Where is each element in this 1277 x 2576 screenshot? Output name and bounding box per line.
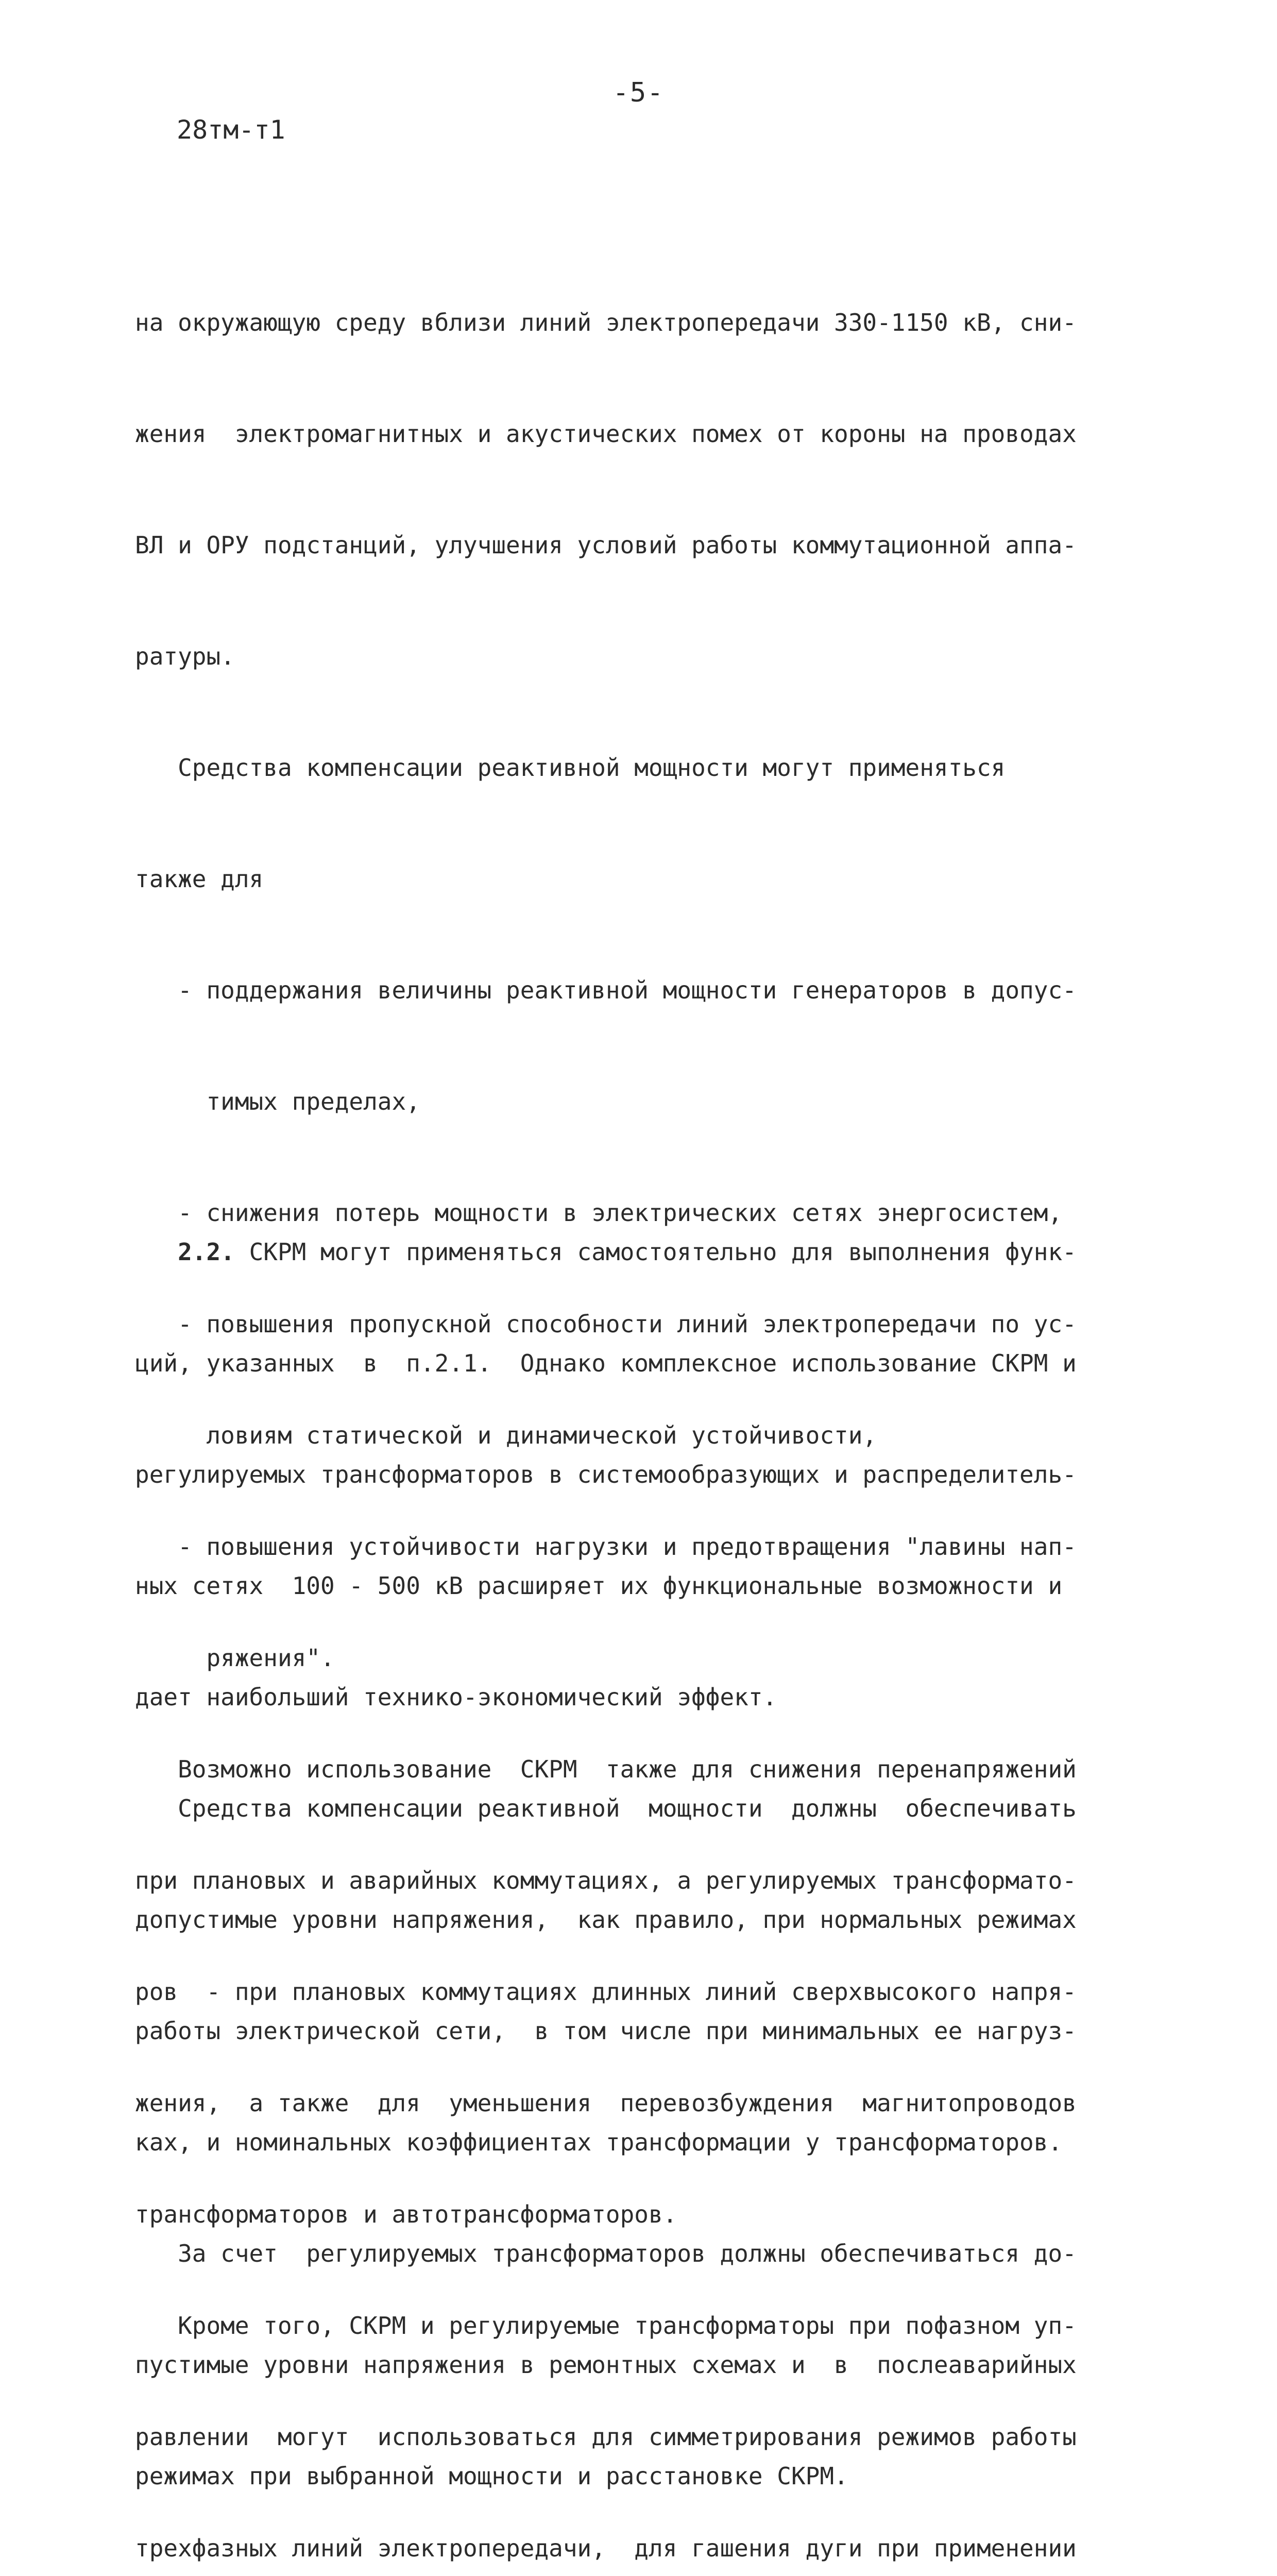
text-line: Возможно использование СКРМ также для снижения перенапряжений <box>135 1755 1077 1783</box>
section-2-2 <box>135 1159 1155 2532</box>
text-line: при плановых и аварийных коммутациях, а регулируемых трансформато- <box>135 1867 1077 1894</box>
text-line: Средства компенсации реактивной мощности могут применяться <box>135 754 1006 782</box>
text-line: трансформаторов и автотрансформаторов. <box>135 2200 677 2228</box>
text-line: Кроме того, СКРМ и регулируемые трансформаторы при пофазном уп- <box>135 2312 1077 2340</box>
section-heading-line <box>135 1233 1155 1270</box>
text-line: трехфазных линий электропередачи, для гашения дуги при применении <box>135 2534 1077 2562</box>
text-line: регулируемых трансформаторов в системообразующих и распределитель- <box>135 1461 1077 1488</box>
text-line: ций, указанных в п.2.1. Однако комплексное использование СКРМ и <box>135 1349 1077 1377</box>
list-item-line: - снижения потерь мощности в электрических сетях энергосистем, <box>135 1199 1063 1227</box>
text-line: режимах при выбранной мощности и расстановке СКРМ. <box>135 2462 848 2490</box>
list-item-line: ряжения". <box>135 1644 335 1672</box>
section-first-line-text: СКРМ могут применяться самостоятельно для выполнения функ- <box>234 1238 1077 1266</box>
text-line: дает наибольший технико-экономический эффект. <box>135 1683 777 1711</box>
text-line: пустимые уровни напряжения в ремонтных схемах и в послеаварийных <box>135 2351 1077 2379</box>
text-line: допустимые уровни напряжения, как правило, при нормальных режимах <box>135 1906 1077 1934</box>
text-line: работы электрической сети, в том числе при минимальных ее нагруз- <box>135 2017 1077 2045</box>
text-line: на окружающую среду вблизи линий электропередачи 330-1150 кВ, сни- <box>135 309 1077 336</box>
text-line: ках, и номинальных коэффициентах трансформации у трансформаторов. <box>135 2128 1063 2156</box>
text-line: За счет регулируемых трансформаторов должны обеспечиваться до- <box>135 2240 1077 2267</box>
text-line: ратуры. <box>135 642 235 670</box>
list-item-line: - повышения пропускной способности линий электропередачи по ус- <box>135 1310 1077 1338</box>
document-code: 28тм-т1 <box>177 115 285 145</box>
text-line: ных сетях 100 - 500 кВ расширяет их функциональные возможности и <box>135 1572 1063 1600</box>
text-line: ров - при плановых коммутациях длинных линий сверхвысокого напря- <box>135 1978 1077 2006</box>
section-number: 2.2. <box>178 1238 235 1266</box>
text-line: равлении могут использоваться для симметрирования режимов работы <box>135 2423 1077 2451</box>
list-item-line: ловиям статической и динамической устойчивости, <box>135 1421 877 1449</box>
page-number: -5- <box>612 77 665 108</box>
text-line: Средства компенсации реактивной мощности должны обеспечивать <box>135 1794 1077 1822</box>
text-line: жения электромагнитных и акустических помех от короны на проводах <box>135 420 1077 448</box>
list-item-line: тимых пределах, <box>135 1088 420 1115</box>
text-line: ВЛ и ОРУ подстанций, улучшения условий работы коммутационной аппа- <box>135 531 1077 559</box>
text-line: также для <box>135 865 264 893</box>
list-item-line: - повышения устойчивости нагрузки и предотвращения "лавины нап- <box>135 1533 1077 1561</box>
text-line: жения, а также для уменьшения перевозбуждения магнитопроводов <box>135 2089 1077 2117</box>
list-item-line: - поддержания величины реактивной мощности генераторов в допус- <box>135 976 1077 1004</box>
